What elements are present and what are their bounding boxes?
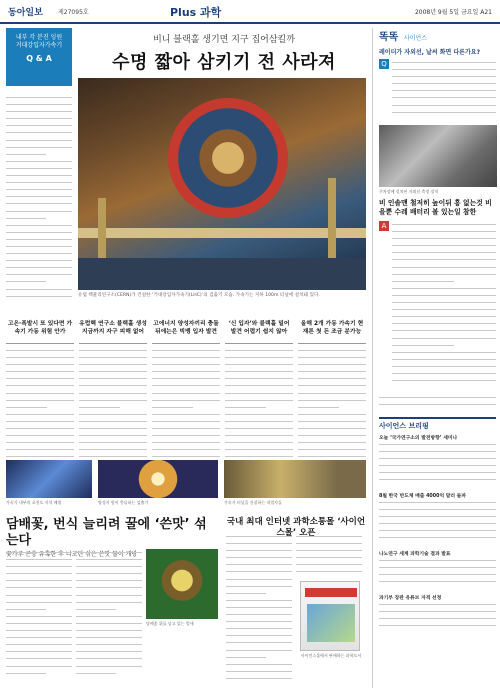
text-line — [225, 368, 293, 375]
text-line — [392, 306, 496, 313]
sidebar-q-text — [392, 59, 496, 121]
tobacco-subhead: 니코틴 — [65, 551, 84, 558]
text-line — [392, 342, 454, 349]
sidebar-a-text — [392, 221, 496, 391]
text-line — [6, 293, 72, 300]
newspaper-logo: 동아일보 — [8, 8, 43, 18]
text-line — [6, 108, 72, 115]
text-line — [152, 418, 220, 425]
uv-sensor-caption: 주차장에 설치된 자외선 측정 장치 — [379, 189, 439, 194]
text-line — [226, 639, 292, 646]
text-line — [226, 632, 292, 639]
text-line — [6, 446, 74, 453]
text-line — [225, 446, 293, 453]
sciencemall-article — [226, 517, 366, 687]
brief-text — [379, 499, 496, 547]
text-line — [379, 441, 496, 448]
text-line — [6, 215, 46, 222]
text-line — [379, 608, 496, 615]
column-heading: 유럽핵 연구소 블랙홀 생성 지금까지 자구 피해 없어 — [79, 318, 147, 344]
issue-number: 제27095호 — [58, 9, 89, 16]
text-line — [392, 102, 496, 109]
article-column-2 — [79, 318, 147, 462]
text-line — [6, 627, 72, 634]
text-line — [6, 556, 72, 563]
text-line — [6, 354, 74, 361]
sidebar-note — [379, 394, 496, 414]
text-line — [79, 397, 147, 404]
text-line — [6, 634, 72, 641]
text-line — [6, 382, 74, 389]
text-line — [6, 670, 46, 677]
hummingbird-photo — [146, 549, 218, 619]
text-line — [226, 604, 292, 611]
lead-text-column — [6, 94, 72, 304]
text-line — [392, 73, 496, 80]
sidebar-question: 레이더가 자외선, 날씨 화면 다른가요? — [379, 49, 481, 56]
text-line — [392, 299, 496, 306]
text-line — [379, 462, 496, 469]
text-line — [225, 411, 293, 418]
qa-box — [6, 28, 72, 86]
text-line — [6, 397, 74, 404]
text-line — [379, 499, 496, 506]
strip-caption-2: 양성자 빔이 충돌하는 검출기 — [98, 500, 149, 505]
text-line — [79, 404, 120, 411]
text-line — [76, 584, 142, 591]
text-line — [6, 361, 74, 368]
text-line — [226, 618, 292, 625]
text-line — [379, 534, 496, 541]
sciencemall-text-col-2 — [296, 533, 362, 577]
text-line — [6, 390, 74, 397]
column-text — [225, 347, 293, 462]
text-line — [6, 368, 74, 375]
text-line — [6, 172, 72, 179]
text-line — [392, 292, 496, 299]
publication-date: 2008년 9월 5일 금요일 A21 — [414, 9, 492, 16]
text-line — [226, 576, 292, 583]
brief-item: 오늘 ‘국가연구소의 발전방향’ 세미나 — [379, 436, 458, 441]
text-line — [6, 158, 72, 165]
text-line — [6, 655, 72, 662]
text-line — [298, 368, 366, 375]
text-line — [76, 592, 142, 599]
text-line — [79, 425, 147, 432]
text-line — [226, 647, 292, 654]
qa-label: Q & A — [26, 54, 52, 64]
text-line — [225, 354, 293, 361]
column-text — [152, 347, 220, 462]
text-line — [225, 382, 293, 389]
text-line — [6, 115, 72, 122]
column-heading: ‘신 입자’와 블랙홀 밀어 발견 어렵기 쉽지 않아 — [225, 318, 293, 344]
text-line — [6, 648, 72, 655]
text-line — [76, 556, 142, 563]
text-line — [6, 257, 72, 264]
text-line — [6, 599, 72, 606]
text-line — [392, 235, 496, 242]
text-line — [226, 590, 266, 597]
text-line — [6, 271, 72, 278]
text-line — [226, 533, 292, 540]
text-line — [392, 370, 496, 377]
text-line — [392, 109, 496, 116]
text-line — [226, 654, 266, 661]
text-line — [152, 432, 220, 439]
sidebar-q-block — [379, 59, 496, 121]
answer-icon: A — [379, 221, 389, 231]
text-line — [226, 561, 292, 568]
text-line — [226, 568, 292, 575]
sidebar-brand-sub: 사이언스 — [403, 35, 427, 42]
text-line — [226, 597, 292, 604]
text-line — [296, 540, 362, 547]
hummingbird-caption: 담배꽃 위를 날고 있는 벌새 — [146, 621, 194, 626]
text-line — [76, 634, 142, 641]
text-line — [225, 432, 293, 439]
text-line — [152, 390, 220, 397]
text-line — [379, 513, 496, 520]
text-line — [298, 425, 366, 432]
text-line — [6, 570, 72, 577]
text-line — [79, 439, 147, 446]
tobacco-headline: 담배꽃, 번식 늘리려 꿀에 ‘쓴맛’ 섞는다 — [6, 517, 207, 548]
text-line — [392, 320, 496, 327]
text-line — [6, 186, 72, 193]
text-line — [6, 286, 72, 293]
text-line — [392, 363, 496, 370]
text-line — [6, 563, 72, 570]
text-line — [6, 404, 47, 411]
text-line — [6, 243, 72, 250]
text-line — [79, 347, 147, 354]
text-line — [392, 66, 496, 73]
text-line — [6, 278, 46, 285]
text-line — [392, 285, 496, 292]
article-column-3 — [152, 318, 220, 462]
text-line — [152, 347, 220, 354]
text-line — [226, 583, 292, 590]
text-line — [392, 335, 496, 342]
text-line — [392, 377, 496, 384]
text-line — [379, 476, 496, 483]
text-line — [296, 561, 362, 568]
text-line — [225, 397, 293, 404]
text-line — [79, 411, 147, 418]
text-line — [79, 375, 147, 382]
text-line — [392, 256, 496, 263]
article-column-5 — [298, 318, 366, 462]
text-line — [76, 648, 142, 655]
question-icon: Q — [379, 59, 389, 69]
text-line — [76, 627, 142, 634]
brief-item: 과기부 장관 유튜브 자격 선정 — [379, 596, 442, 601]
article-headline: 수명 짧아 삼키기 전 사라져 — [112, 52, 336, 73]
column-text — [6, 347, 74, 462]
text-line — [379, 622, 496, 629]
tobacco-article — [6, 517, 218, 687]
text-line — [6, 236, 72, 243]
text-line — [76, 655, 142, 662]
text-line — [6, 129, 72, 136]
article-column-1 — [6, 318, 74, 462]
text-line — [226, 625, 292, 632]
text-line — [6, 250, 72, 257]
text-line — [79, 390, 147, 397]
brief-item: 나노연구 세계 과학기술 결과 발표 — [379, 552, 451, 557]
column-text — [298, 347, 366, 462]
text-line — [226, 675, 292, 682]
text-line — [6, 663, 72, 670]
text-line — [392, 87, 496, 94]
text-line — [6, 144, 72, 151]
text-line — [79, 418, 147, 425]
text-line — [226, 540, 292, 547]
text-line — [298, 418, 366, 425]
text-line — [226, 661, 292, 668]
text-line — [6, 620, 72, 627]
strip-caption-1: 가속기 내부의 초전도 자석 배열 — [6, 500, 62, 505]
text-line — [379, 401, 496, 408]
text-line — [296, 568, 362, 575]
text-line — [6, 222, 72, 229]
tobacco-body — [6, 549, 218, 685]
text-line — [298, 404, 339, 411]
column-heading: 고온·폭발시 또 있다면 가속기 가동 위험 안가 — [6, 318, 74, 344]
text-line — [6, 137, 72, 144]
text-line — [379, 448, 496, 455]
text-line — [225, 439, 293, 446]
main-article — [6, 28, 366, 498]
text-line — [392, 80, 496, 87]
text-line — [152, 354, 220, 361]
text-line — [6, 200, 72, 207]
text-line — [6, 347, 74, 354]
text-line — [152, 446, 220, 453]
text-line — [6, 193, 72, 200]
text-line — [152, 439, 220, 446]
text-line — [392, 242, 496, 249]
detector-photo — [98, 460, 218, 498]
text-line — [76, 663, 142, 670]
text-line — [379, 615, 496, 622]
text-line — [298, 411, 366, 418]
section-title: Plus 과학 — [170, 6, 222, 19]
text-line — [76, 570, 142, 577]
text-line — [76, 620, 142, 627]
text-line — [392, 349, 496, 356]
text-line — [392, 271, 496, 278]
text-line — [225, 361, 293, 368]
text-line — [6, 151, 46, 158]
text-line — [392, 313, 496, 320]
uv-sensor-photo — [379, 125, 497, 187]
text-line — [379, 394, 496, 401]
text-line — [6, 592, 72, 599]
text-line — [379, 571, 496, 578]
collider-photo-caption: 유럽 핵물리연구소(CERN)가 건설한 ‘거대강입자가속기(LHC)’의 검출기 모습. 가속기는 지하 100m 터널에 설치돼 있다. — [78, 293, 320, 298]
brief-text — [379, 601, 496, 635]
magnet-photo — [6, 460, 92, 498]
text-line — [379, 527, 496, 534]
text-line — [298, 390, 366, 397]
book-caption: 사이언스몰에서 판매하는 과학도서 — [300, 653, 362, 658]
masthead — [0, 0, 500, 24]
sidebar-brand — [379, 28, 496, 43]
text-line — [225, 390, 293, 397]
text-line — [6, 425, 74, 432]
science-briefing-list — [379, 431, 496, 656]
text-line — [79, 382, 147, 389]
text-line — [152, 361, 220, 368]
text-line — [152, 375, 220, 382]
text-line — [298, 446, 366, 453]
text-line — [76, 599, 142, 606]
text-line — [379, 455, 496, 462]
column-text — [79, 347, 147, 462]
text-line — [6, 613, 72, 620]
text-line — [6, 375, 74, 382]
text-line — [6, 432, 74, 439]
text-line — [226, 611, 292, 618]
text-line — [226, 547, 292, 554]
text-line — [6, 229, 72, 236]
text-line — [76, 613, 142, 620]
text-line — [296, 554, 362, 561]
science-briefing-title: 사이언스 브리핑 — [379, 417, 496, 431]
text-line — [392, 278, 454, 285]
text-line — [76, 606, 116, 613]
text-line — [6, 264, 72, 271]
text-line — [392, 228, 496, 235]
text-line — [6, 577, 72, 584]
brief-text — [379, 441, 496, 489]
text-line — [76, 577, 142, 584]
tobacco-text-col-2 — [76, 549, 142, 683]
science-book-image — [300, 581, 360, 651]
text-line — [6, 439, 74, 446]
text-line — [6, 208, 72, 215]
collider-photo — [78, 78, 366, 290]
text-line — [6, 122, 72, 129]
text-line — [379, 557, 496, 564]
text-line — [6, 165, 72, 172]
text-line — [392, 221, 496, 228]
text-line — [298, 432, 366, 439]
text-line — [152, 425, 220, 432]
text-line — [379, 506, 496, 513]
text-line — [296, 533, 362, 540]
text-line — [298, 361, 366, 368]
text-line — [152, 382, 220, 389]
text-line — [6, 641, 72, 648]
text-line — [225, 347, 293, 354]
text-line — [392, 249, 496, 256]
text-line — [76, 670, 116, 677]
text-line — [225, 425, 293, 432]
text-line — [6, 606, 46, 613]
text-line — [392, 264, 496, 271]
qa-line-2: 거대강입자가속기 — [15, 42, 63, 50]
text-line — [392, 59, 496, 66]
text-line — [79, 446, 147, 453]
brief-text — [379, 557, 496, 591]
text-line — [6, 179, 72, 186]
column-heading: 올해 2개 가동 가속기 현재론 첫 돈 조금 분가능 — [298, 318, 366, 344]
text-line — [225, 404, 266, 411]
text-line — [226, 554, 292, 561]
article-subtitle: 비니 블랙홀 생기면 지구 집어삼킬까 — [153, 35, 295, 45]
article-column-4 — [225, 318, 293, 462]
sidebar-brand-main: 똑똑 — [379, 32, 399, 43]
text-line — [392, 327, 496, 334]
text-line — [79, 361, 147, 368]
text-line — [225, 375, 293, 382]
text-line — [6, 94, 72, 101]
text-line — [6, 418, 74, 425]
text-line — [298, 347, 366, 354]
text-line — [379, 469, 496, 476]
strip-caption-3: 가속기 터널을 건설하는 작업자들 — [224, 500, 282, 505]
sciencemall-headline: 국내 최대 인터넷 과학소통몰 ‘사이언 ’ — [226, 517, 366, 538]
text-line — [76, 641, 142, 648]
text-line — [6, 584, 72, 591]
text-line — [79, 368, 147, 375]
text-line — [79, 432, 147, 439]
text-line — [392, 356, 496, 363]
text-line — [298, 375, 366, 382]
text-line — [225, 418, 293, 425]
text-line — [152, 404, 193, 411]
text-line — [6, 549, 72, 556]
text-line — [6, 101, 72, 108]
sciencemall-text-col-1 — [226, 533, 292, 683]
text-line — [6, 411, 74, 418]
text-line — [152, 397, 220, 404]
text-line — [79, 354, 147, 361]
text-line — [379, 601, 496, 608]
sidebar-headline: 비 인솔맨 철저히 높이뒤 흥 없는것 비을뿐 수레 배터리 볼 있는일 참한 — [379, 199, 492, 216]
sidebar-a-block — [379, 221, 496, 391]
text-line — [298, 397, 366, 404]
text-line — [152, 368, 220, 375]
text-line — [296, 547, 362, 554]
text-line — [76, 549, 142, 556]
tobacco-text-col-1 — [6, 549, 72, 683]
text-line — [379, 520, 496, 527]
text-line — [298, 382, 366, 389]
text-line — [379, 564, 496, 571]
text-line — [152, 411, 220, 418]
tunnel-photo — [224, 460, 366, 498]
sidebar-column — [372, 28, 496, 688]
text-line — [298, 439, 366, 446]
text-line — [226, 668, 292, 675]
text-line — [298, 354, 366, 361]
text-line — [76, 563, 142, 570]
column-heading: 고에너지 양성자끼리 충돌 뒤에는은 빅뱅 입자 발견 — [152, 318, 220, 344]
brief-item: 8월 한국 반도체 매출 4000억 달러 돌파 — [379, 494, 466, 499]
photo-strip — [6, 460, 366, 510]
text-line — [379, 578, 496, 585]
qa-line-1: 내부 각 분진 잉원 — [15, 34, 63, 41]
text-line — [392, 94, 496, 101]
